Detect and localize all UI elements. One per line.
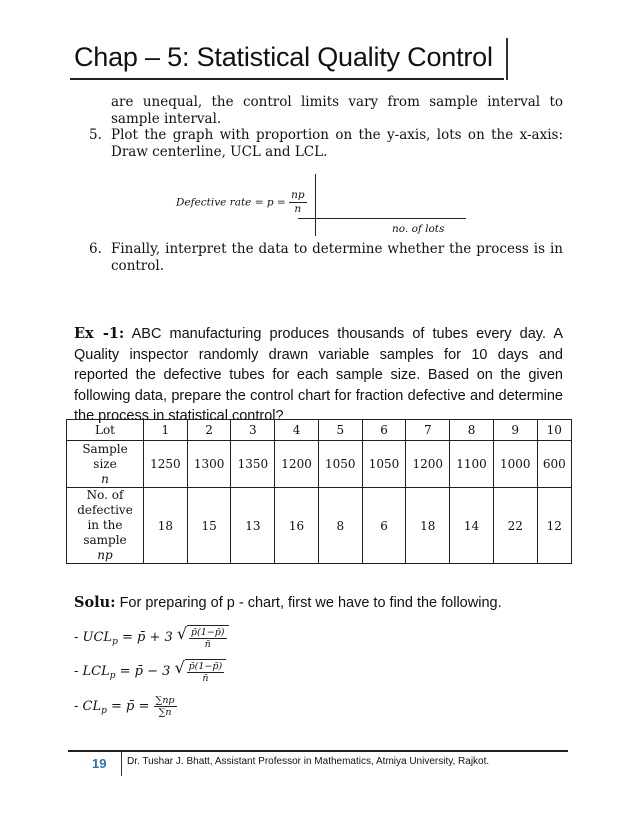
table-cell: 9 [493,420,537,441]
table-row-lot [67,420,572,441]
table-header-defectives [67,488,144,564]
table-cell: 10 [537,420,571,441]
cl-numerator: ∑np [155,695,175,706]
formula-cl [74,695,177,718]
formula-rhs: = p̄ = [106,699,154,714]
formula-lcl [74,659,226,684]
header-line: np [97,548,113,562]
header-line: in the [87,518,123,532]
table-row-defectives [67,488,572,564]
table-cell: 22 [493,488,537,564]
formula-subscript: p [101,706,107,716]
radical-sign: √ [176,624,188,643]
table-cell: 13 [231,488,275,564]
axes-sketch [170,174,470,240]
table-cell: 14 [450,488,494,564]
table-cell: 1050 [362,441,406,488]
header-line: No. of [86,488,124,502]
table-cell: 8 [318,488,362,564]
formula-dash: - [74,664,83,679]
table-cell: 1300 [187,441,231,488]
step-number: 6. [89,241,102,257]
y-axis-line [315,174,316,236]
solution-line [74,592,563,612]
x-axis-line [298,218,466,219]
header-rule [70,78,504,80]
table-header-lot: Lot [67,420,144,441]
table-cell: 600 [537,441,571,488]
step-text: Plot the graph with proportion on the y-axis, lots on the x-axis: Draw centerline, UCL and LCL. [111,127,563,160]
table-cell: 15 [187,488,231,564]
page-number: 19 [92,756,107,771]
footer-author-text: Dr. Tushar J. Bhatt, Assistant Professor in Mathematics, Atmiya University, Rajkot. [127,756,490,767]
formula-ucl [74,625,229,650]
step-number: 5. [89,127,102,143]
table-cell: 1250 [144,441,188,488]
table-cell: 6 [362,420,406,441]
page-header-title: Chap – 5: Statistical Quality Control [74,42,493,72]
footer-vertical-bar [121,752,122,776]
formula-subscript: p [109,671,116,681]
example-text: ABC manufacturing produces thousands of tubes every day. A Quality inspector randomly drawn variable samples for 10 days and reported the defective tubes for each sample size. Based on the given following data, prepare the control chart for fraction defective and determine the process in statistical control? [74,326,563,424]
formula-dash: - [74,630,83,645]
table-cell: 16 [275,488,319,564]
formula-lhs: CL [82,699,102,714]
table-cell: 18 [406,488,450,564]
table-cell: 12 [537,488,571,564]
table-cell: 1200 [275,441,319,488]
table-cell: 1050 [318,441,362,488]
table-cell: 18 [144,488,188,564]
formula-rhs: = p̄ − 3 [115,664,171,679]
step-text: Finally, interpret the data to determine whether the process is in control. [111,241,563,274]
example-label: Ex -1: [74,325,125,342]
header-line: defective [77,503,133,517]
formula-rhs: = p̄ + 3 [117,630,173,645]
table-cell: 1200 [406,441,450,488]
y-axis-label-numerator: np [291,189,305,201]
table-cell: 1100 [450,441,494,488]
table-cell: 1000 [493,441,537,488]
formula-subscript: p [112,637,118,647]
solution-label: Solu: [74,594,116,611]
table-cell: 8 [450,420,494,441]
formula-dash: - [74,699,83,714]
radical-sign: √ [174,658,185,677]
table-cell: 3 [231,420,275,441]
sqrt-numerator: p̄(1−p̄) [190,627,225,638]
y-axis-label-prefix: Defective rate = p = [176,196,290,209]
table-cell: 1 [144,420,188,441]
sqrt-denominator: n̄ [202,673,209,684]
table-cell: 6 [362,488,406,564]
table-cell: 1350 [231,441,275,488]
header-line: sample [83,533,127,547]
sqrt-numerator: p̄(1−p̄) [188,661,223,672]
square-root [177,625,229,650]
y-axis-label-denominator: n [294,203,302,215]
table-cell: 4 [275,420,319,441]
header-line: Sample [82,441,128,456]
table-cell: 2 [187,420,231,441]
sqrt-denominator: n̄ [204,639,211,650]
continuation-text: are unequal, the control limits vary from sample interval to sample interval. [111,94,563,127]
example-paragraph [74,323,563,426]
formula-lhs: UCL [82,630,113,645]
footer-rule [68,750,568,752]
table-cell: 7 [406,420,450,441]
formula-lhs: LCL [82,664,110,679]
table-row-sample-size [67,441,572,488]
x-axis-label: no. of lots [392,223,445,235]
solution-text: For preparing of p - chart, first we have to find the following. [115,595,502,611]
square-root [175,659,227,684]
header-vertical-bar [506,38,508,80]
table-cell: 5 [318,420,362,441]
cl-denominator: ∑n [158,707,172,718]
header-line: n [101,471,109,486]
y-axis-label [176,189,307,216]
lot-data-table [66,419,572,564]
header-line: size [93,456,117,471]
table-header-sample-size [67,441,144,488]
